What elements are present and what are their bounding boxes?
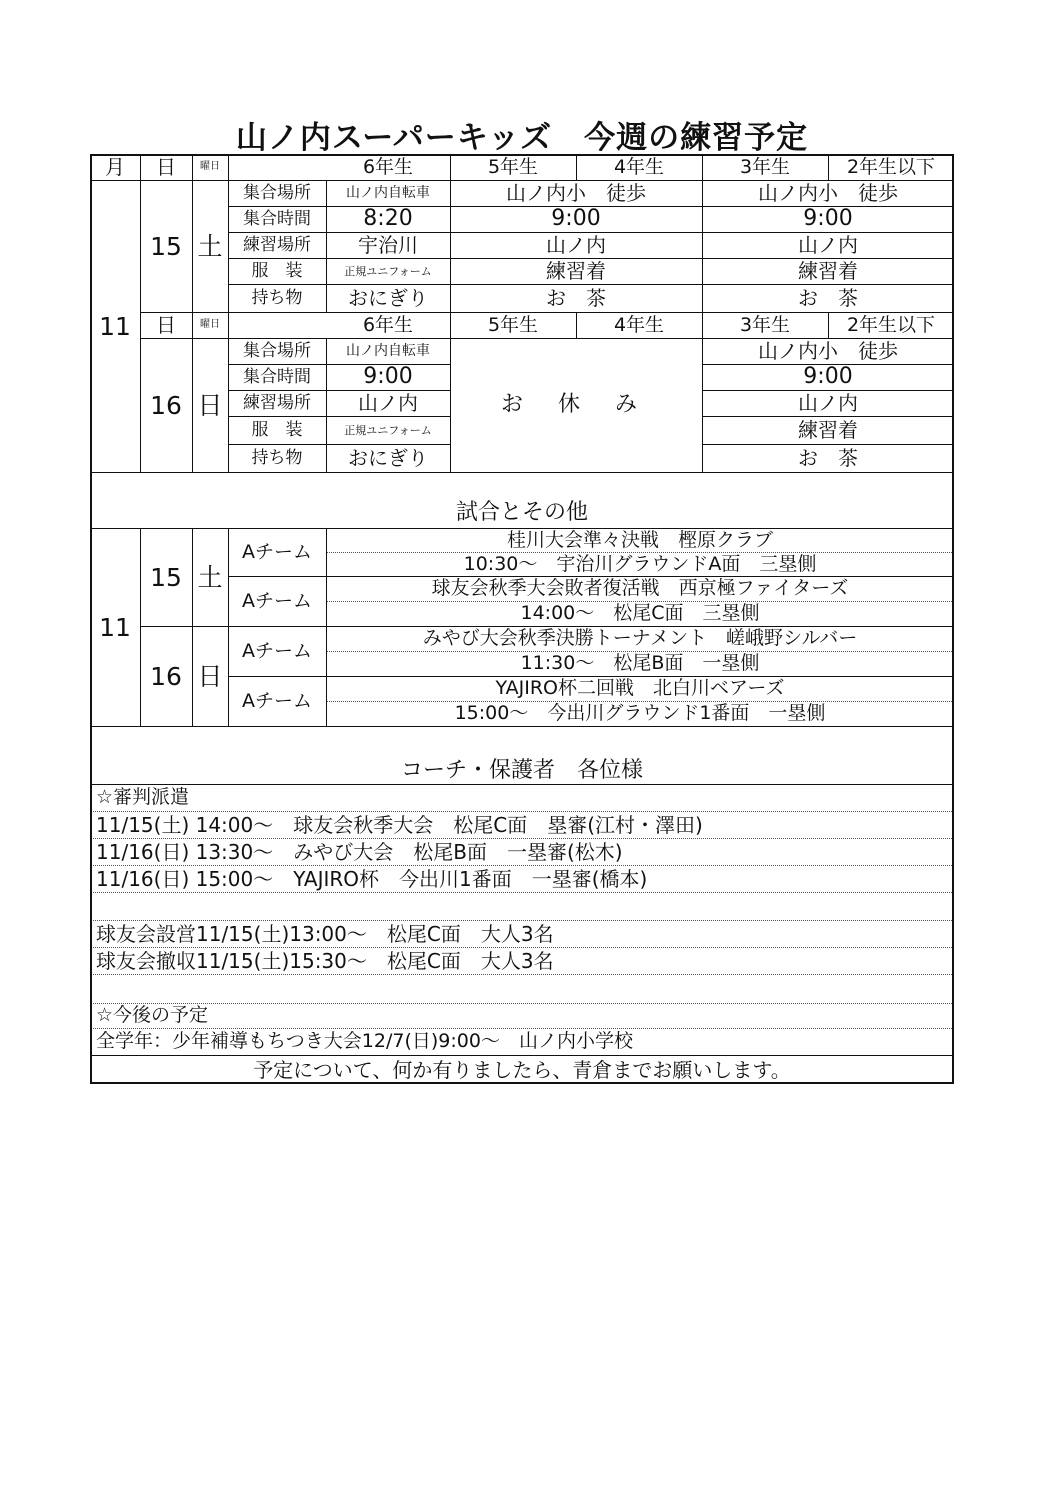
- d15-g45-meeting-place: 山ノ内小 徒歩: [506, 181, 646, 205]
- setup-row: 球友会設営11/15(土)13:00～ 松尾C面 大人3名: [96, 921, 554, 946]
- d15-g6-clothes: 正規ユニフォーム: [344, 264, 432, 278]
- game2-line1: 球友会秋季大会敗者復活戦 西京極ファイターズ: [431, 577, 849, 599]
- header-day: 日: [156, 155, 176, 179]
- future-event: 全学年：少年補導もちつき大会12/7(日)9:00～ 山ノ内小学校: [96, 1030, 633, 1052]
- game1-line1: 桂川大会準々決戦 樫原クラブ: [506, 528, 773, 551]
- d15-g6-belongings: おにぎり: [348, 286, 428, 310]
- d16-g6-meeting-time: 9:00: [363, 364, 413, 389]
- game1-team: Aチーム: [242, 540, 312, 563]
- d15-label-practice-place: 練習場所: [243, 234, 311, 255]
- header-grade2: 2年生以下: [846, 155, 936, 178]
- d16-label-meeting-place: 集合場所: [243, 340, 311, 361]
- header2-weekday: 曜日: [200, 319, 220, 330]
- games-day15: 15: [150, 562, 182, 592]
- d15-g32-belongings: お 茶: [798, 286, 858, 310]
- day16-cell: 16: [150, 390, 182, 420]
- game3-line1: みやび大会秋季決勝トーナメント 嵯峨野シルバー: [422, 627, 858, 649]
- d15-g32-meeting-time: 9:00: [803, 206, 853, 231]
- umpire-title: ☆審判派遣: [96, 786, 190, 808]
- games-weekday16: 日: [197, 661, 223, 691]
- game4-team: Aチーム: [242, 689, 312, 712]
- d16-g32-meeting-time: 9:00: [803, 364, 853, 389]
- header-grade6: 6年生: [362, 155, 414, 178]
- d15-g45-belongings: お 茶: [546, 286, 606, 310]
- umpire-row: 11/16(日) 15:00～ YAJIRO杯 今出川1番面 一塁審(橋本): [96, 866, 648, 891]
- day15-cell: 15: [150, 231, 182, 261]
- game3-team: Aチーム: [242, 639, 312, 662]
- d15-g45-practice-place: 山ノ内: [546, 233, 606, 257]
- d16-g6-clothes: 正規ユニフォーム: [344, 423, 432, 437]
- d16-label-meeting-time: 集合時間: [243, 366, 311, 387]
- d15-g6-meeting-place: 山ノ内自転車: [346, 185, 430, 201]
- d16-g6-practice-place: 山ノ内: [358, 391, 418, 415]
- future-title: ☆今後の予定: [96, 1004, 209, 1026]
- header-month: 月: [105, 155, 125, 179]
- d16-g45-off: お 休 み: [501, 392, 651, 417]
- day16-weekday: 日: [197, 390, 223, 420]
- notice-heading: コーチ・保護者 各位様: [400, 758, 643, 783]
- d16-label-belongings: 持ち物: [251, 447, 303, 468]
- d16-label-clothes: 服 装: [251, 419, 303, 440]
- schedule-sheet: [90, 154, 954, 1084]
- header-grade4: 4年生: [613, 155, 665, 178]
- footer-note: 予定について、何か有りましたら、青倉までお願いします。: [253, 1057, 791, 1082]
- d16-g6-meeting-place: 山ノ内自転車: [346, 343, 430, 359]
- d15-label-meeting-place: 集合場所: [243, 182, 311, 203]
- games-day16: 16: [150, 661, 182, 691]
- d15-g6-practice-place: 宇治川: [358, 233, 418, 257]
- table-frame: [90, 154, 954, 1084]
- games-heading: 試合とその他: [455, 500, 588, 525]
- header2-grade2: 2年生以下: [846, 313, 936, 336]
- d15-g6-meeting-time: 8:20: [363, 206, 413, 231]
- header-weekday: 曜日: [200, 161, 220, 172]
- header-grade5: 5年生: [487, 155, 539, 178]
- header2-day: 日: [156, 313, 176, 337]
- header2-grade5: 5年生: [487, 313, 539, 336]
- d16-g32-practice-place: 山ノ内: [798, 391, 858, 415]
- month-cell: 11: [99, 311, 131, 341]
- game4-line1: YAJIRO杯二回戦 北白川ベアーズ: [495, 677, 785, 699]
- game2-line2: 14:00～ 松尾C面 三塁側: [520, 602, 760, 624]
- header2-grade6: 6年生: [362, 313, 414, 336]
- setup-row: 球友会撤収11/15(土)15:30～ 松尾C面 大人3名: [96, 948, 554, 973]
- d16-g6-belongings: おにぎり: [348, 446, 428, 470]
- d15-g45-clothes: 練習着: [546, 259, 606, 283]
- umpire-row: 11/15(土) 14:00～ 球友会秋季大会 松尾C面 塁審(江村・澤田): [96, 812, 703, 837]
- day15-weekday: 土: [197, 231, 223, 261]
- header-grade3: 3年生: [739, 155, 791, 178]
- d16-g32-clothes: 練習着: [798, 418, 858, 442]
- d15-g32-practice-place: 山ノ内: [798, 233, 858, 257]
- game1-line2: 10:30～ 宇治川グラウンドA面 三塁側: [463, 552, 817, 575]
- header2-grade4: 4年生: [613, 313, 665, 336]
- d16-g32-meeting-place: 山ノ内小 徒歩: [758, 339, 898, 363]
- page-title: 山ノ内スーパーキッズ 今週の練習予定: [235, 120, 809, 156]
- d15-label-meeting-time: 集合時間: [243, 208, 311, 229]
- games-month: 11: [99, 612, 131, 642]
- d16-g32-belongings: お 茶: [798, 446, 858, 470]
- game2-team: Aチーム: [242, 589, 312, 612]
- d15-g32-clothes: 練習着: [798, 259, 858, 283]
- d15-g32-meeting-place: 山ノ内小 徒歩: [758, 181, 898, 205]
- header2-grade3: 3年生: [739, 313, 791, 336]
- d15-g45-meeting-time: 9:00: [551, 206, 601, 231]
- game3-line2: 11:30～ 松尾B面 一塁側: [520, 652, 760, 674]
- d16-label-practice-place: 練習場所: [243, 392, 311, 413]
- game4-line2: 15:00～ 今出川グラウンド1番面 一塁側: [454, 702, 826, 724]
- d15-label-clothes: 服 装: [251, 260, 303, 281]
- umpire-row: 11/16(日) 13:30～ みやび大会 松尾B面 一塁審(松木): [96, 839, 623, 864]
- d15-label-belongings: 持ち物: [251, 287, 303, 308]
- games-weekday15: 土: [197, 562, 223, 592]
